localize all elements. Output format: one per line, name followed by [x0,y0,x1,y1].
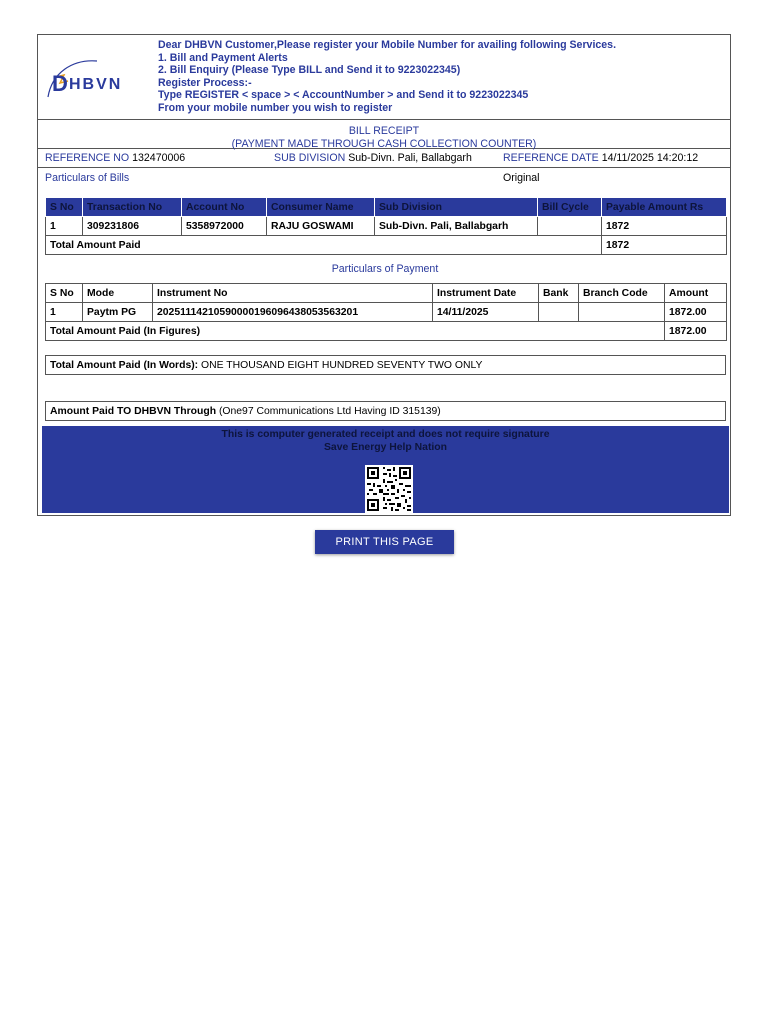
col-mode: Mode [83,284,153,303]
col-consumer-name: Consumer Name [267,198,375,217]
table-header [46,198,727,217]
cell: 1872 [602,217,727,236]
bills-heading-row [38,168,730,187]
through-value: (One97 Communications Ltd Having ID 315139) [218,406,441,417]
total-row [46,236,727,255]
footer-line2: Save Energy Help Nation [324,441,447,453]
svg-text:D: D [52,71,68,96]
bills-heading: Particulars of Bills [45,172,130,184]
payment-heading: Particulars of Payment [331,263,439,275]
total-value: 1872.00 [665,322,727,341]
cell: 1 [46,303,83,322]
svg-text:HBVN: HBVN [69,76,123,93]
col-sno: S No [46,198,83,217]
cell [538,217,602,236]
receipt-header [38,35,730,120]
words-label: Total Amount Paid (In Words): [50,360,199,371]
print-button[interactable]: PRINT THIS PAGE [315,530,454,554]
cell: 5358972000 [182,217,267,236]
col-instrument-no: Instrument No [153,284,433,303]
bills-table [45,197,727,255]
reference-no: REFERENCE NO 132470006 [45,152,186,164]
col-bill-cycle: Bill Cycle [538,198,602,217]
col-payable-amount: Payable Amount Rs [602,198,727,217]
footer-line1: This is computer generated receipt and does not require signature [221,429,550,440]
qr-code-icon [365,465,413,513]
copy-type: Original [503,172,540,184]
notice-line: From your mobile number you wish to register [158,101,393,114]
dhbvn-logo [42,53,142,103]
title-line2: (PAYMENT MADE THROUGH CASH COLLECTION COUNTER) [231,137,537,150]
col-account-no: Account No [182,198,267,217]
cell: 309231806 [83,217,182,236]
cell: 1 [46,217,83,236]
cell: RAJU GOSWAMI [267,217,375,236]
col-branch-code: Branch Code [579,284,665,303]
title-line1: BILL RECEIPT [348,125,420,137]
notice-line: Register Process:- [158,76,252,89]
table-row [46,303,727,322]
receipt-title [38,120,730,149]
sub-division: SUB DIVISION Sub-Divn. Pali, Ballabgarh [274,152,472,164]
cell: 20251114210590000196096438053563201 [153,303,433,322]
cell [579,303,665,322]
cell: 14/11/2025 [433,303,539,322]
total-row [46,322,727,341]
words-value: ONE THOUSAND EIGHT HUNDRED SEVENTY TWO ONLY [201,360,483,371]
notice-line: Type REGISTER < space > < AccountNumber > and Send it to 9223022345 [158,89,529,102]
cell: 1872.00 [665,303,727,322]
notice-line: Dear DHBVN Customer,Please register your Mobile Number for availing following Services. [158,39,617,51]
amount-in-words [45,355,726,375]
total-label: Total Amount Paid (In Figures) [46,322,665,341]
payment-table [45,283,727,341]
cell: Paytm PG [83,303,153,322]
total-value: 1872 [602,236,727,255]
notice-line: 2. Bill Enquiry (Please Type BILL and Send it to 9223022345) [158,64,461,77]
reference-row [38,149,730,168]
col-sno: S No [46,284,83,303]
sms-registration-notice [158,39,616,115]
table-header [46,284,727,303]
col-amount: Amount [665,284,727,303]
col-transaction-no: Transaction No [83,198,182,217]
cell [539,303,579,322]
paid-through [45,401,726,421]
col-instrument-date: Instrument Date [433,284,539,303]
reference-date: REFERENCE DATE 14/11/2025 14:20:12 [503,152,699,164]
through-label: Amount Paid TO DHBVN Through [50,406,217,417]
total-label: Total Amount Paid [46,236,602,255]
bill-receipt [37,34,731,516]
notice-line: 1. Bill and Payment Alerts [158,51,288,64]
cell: Sub-Divn. Pali, Ballabgarh [375,217,538,236]
receipt-footer [42,426,729,513]
col-bank: Bank [539,284,579,303]
col-sub-division: Sub Division [375,198,538,217]
table-row [46,217,727,236]
